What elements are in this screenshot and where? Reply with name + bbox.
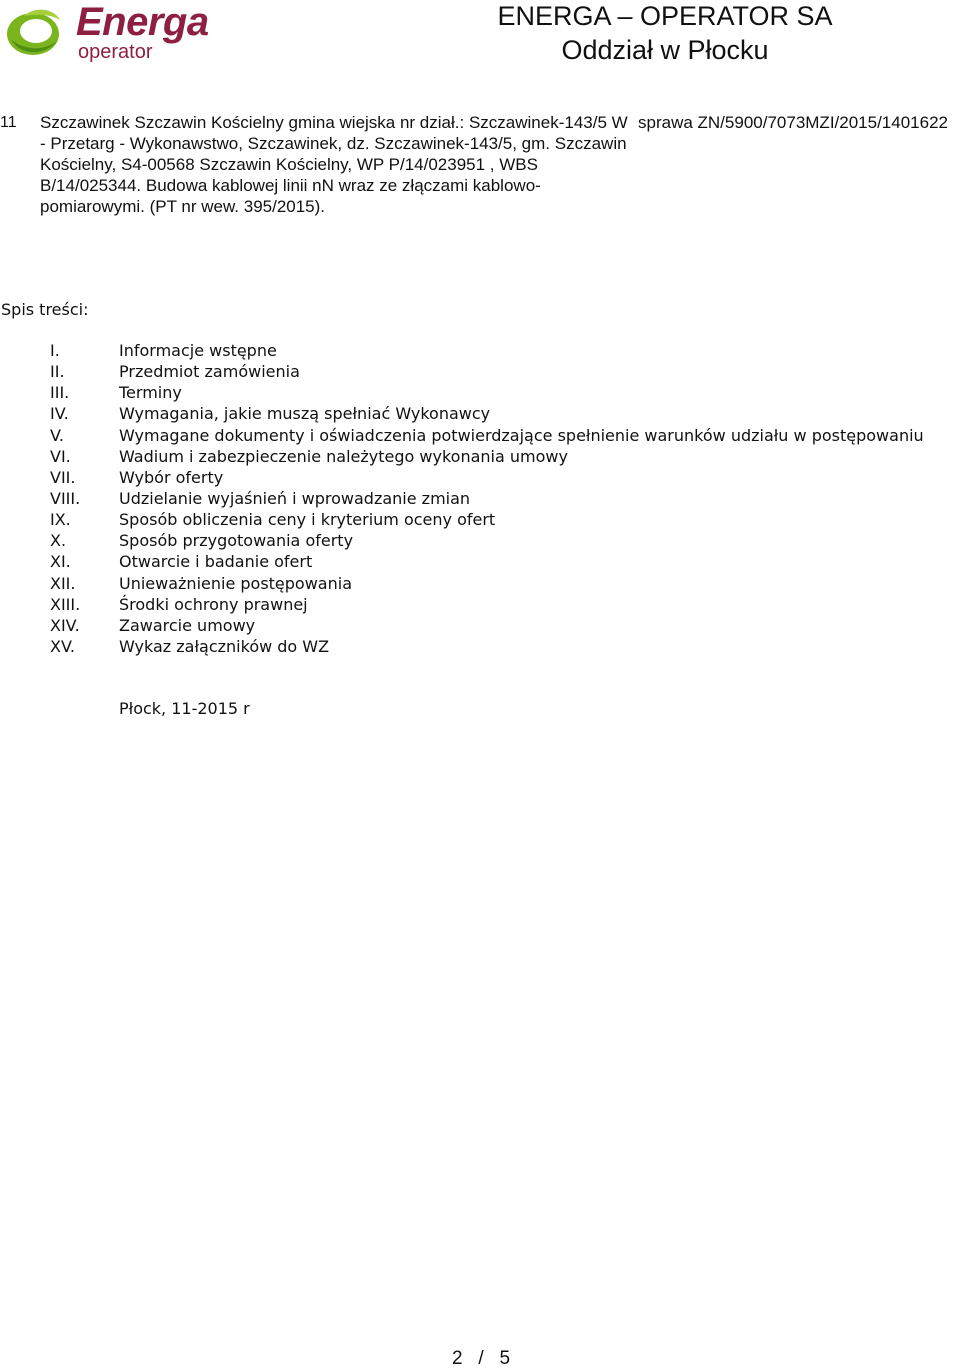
toc-item-title: Wykaz załączników do WZ: [119, 636, 330, 656]
toc-item-number: XV.: [50, 636, 75, 656]
toc-item-number: V.: [50, 425, 64, 445]
brand-name: Energa: [76, 0, 209, 44]
toc-item-title: Zawarcie umowy: [119, 615, 256, 635]
brand-sub: operator: [78, 41, 153, 63]
toc-item-number: X.: [50, 531, 67, 551]
toc-item-title: Terminy: [119, 383, 182, 403]
case-number: 11: [0, 114, 17, 131]
toc-item-title: Unieważnienie postępowania: [119, 573, 352, 593]
toc-item-title: Sposób przygotowania oferty: [119, 531, 354, 551]
branch-name: Oddział w Płocku: [561, 35, 769, 65]
toc-item-number: XII.: [50, 573, 76, 593]
energa-swirl-icon: [4, 2, 70, 60]
toc-item-number: II.: [50, 362, 65, 382]
energa-logo: [4, 0, 209, 68]
toc-item-number: VII.: [50, 467, 76, 487]
toc-item-number: XIV.: [50, 615, 80, 635]
toc-item-number: III.: [50, 383, 70, 403]
toc-item-number: XI.: [50, 552, 71, 572]
toc-item-title: Informacje wstępne: [119, 341, 277, 360]
toc-item-number: XIII.: [50, 594, 81, 614]
page-indicator: 2 / 5: [452, 1348, 511, 1369]
toc-item-title: Przedmiot zamówienia: [119, 362, 300, 382]
toc-item-title: Wymagania, jakie muszą spełniać Wykonawcy: [119, 404, 491, 424]
toc-item-number: IX.: [50, 510, 71, 530]
toc-item-number: VI.: [50, 446, 71, 466]
toc-heading: Spis treści:: [1, 300, 89, 319]
toc-item-title: Sposób obliczenia ceny i kryterium oceny ofert: [119, 510, 496, 530]
toc-item-number: VIII.: [50, 488, 81, 508]
place-date: Płock, 11-2015 r: [119, 699, 250, 718]
toc-item-number: IV.: [50, 404, 69, 424]
logo-wordmark: [76, 2, 209, 62]
toc-item-number: I.: [50, 341, 60, 360]
toc-item-title: Wadium i zabezpieczenie należytego wykonania umowy: [119, 446, 568, 466]
toc-item-title: Udzielanie wyjaśnień i wprowadzanie zmian: [119, 488, 471, 508]
toc-item-title: Środki ochrony prawnej: [119, 594, 308, 614]
case-reference: sprawa ZN/5900/7073MZI/2015/1401622: [638, 113, 948, 132]
toc-item-title: Wybór oferty: [119, 467, 224, 487]
toc-item-title: Wymagane dokumenty i oświadczenia potwierdzające spełnienie warunków udziału w postępowaniu: [119, 425, 924, 445]
case-description: Szczawinek Szczawin Kościelny gmina wiejska nr dział.: Szczawinek-143/5 W - Przetarg - Wykonawstwo, Szczawinek, dz. Szczawinek-143/5, gm. Szczawin Kościelny, S4-00568 Szczawin Kościelny, WP P/14/023951 , WBS B/14/025344. Budowa kablowej linii nN wraz ze złączami kablowo-pomiarowymi. (PT nr wew. 395/2015).: [40, 113, 628, 216]
toc-item-title: Otwarcie i badanie ofert: [119, 552, 313, 572]
company-name: ENERGA – OPERATOR SA: [497, 1, 833, 31]
